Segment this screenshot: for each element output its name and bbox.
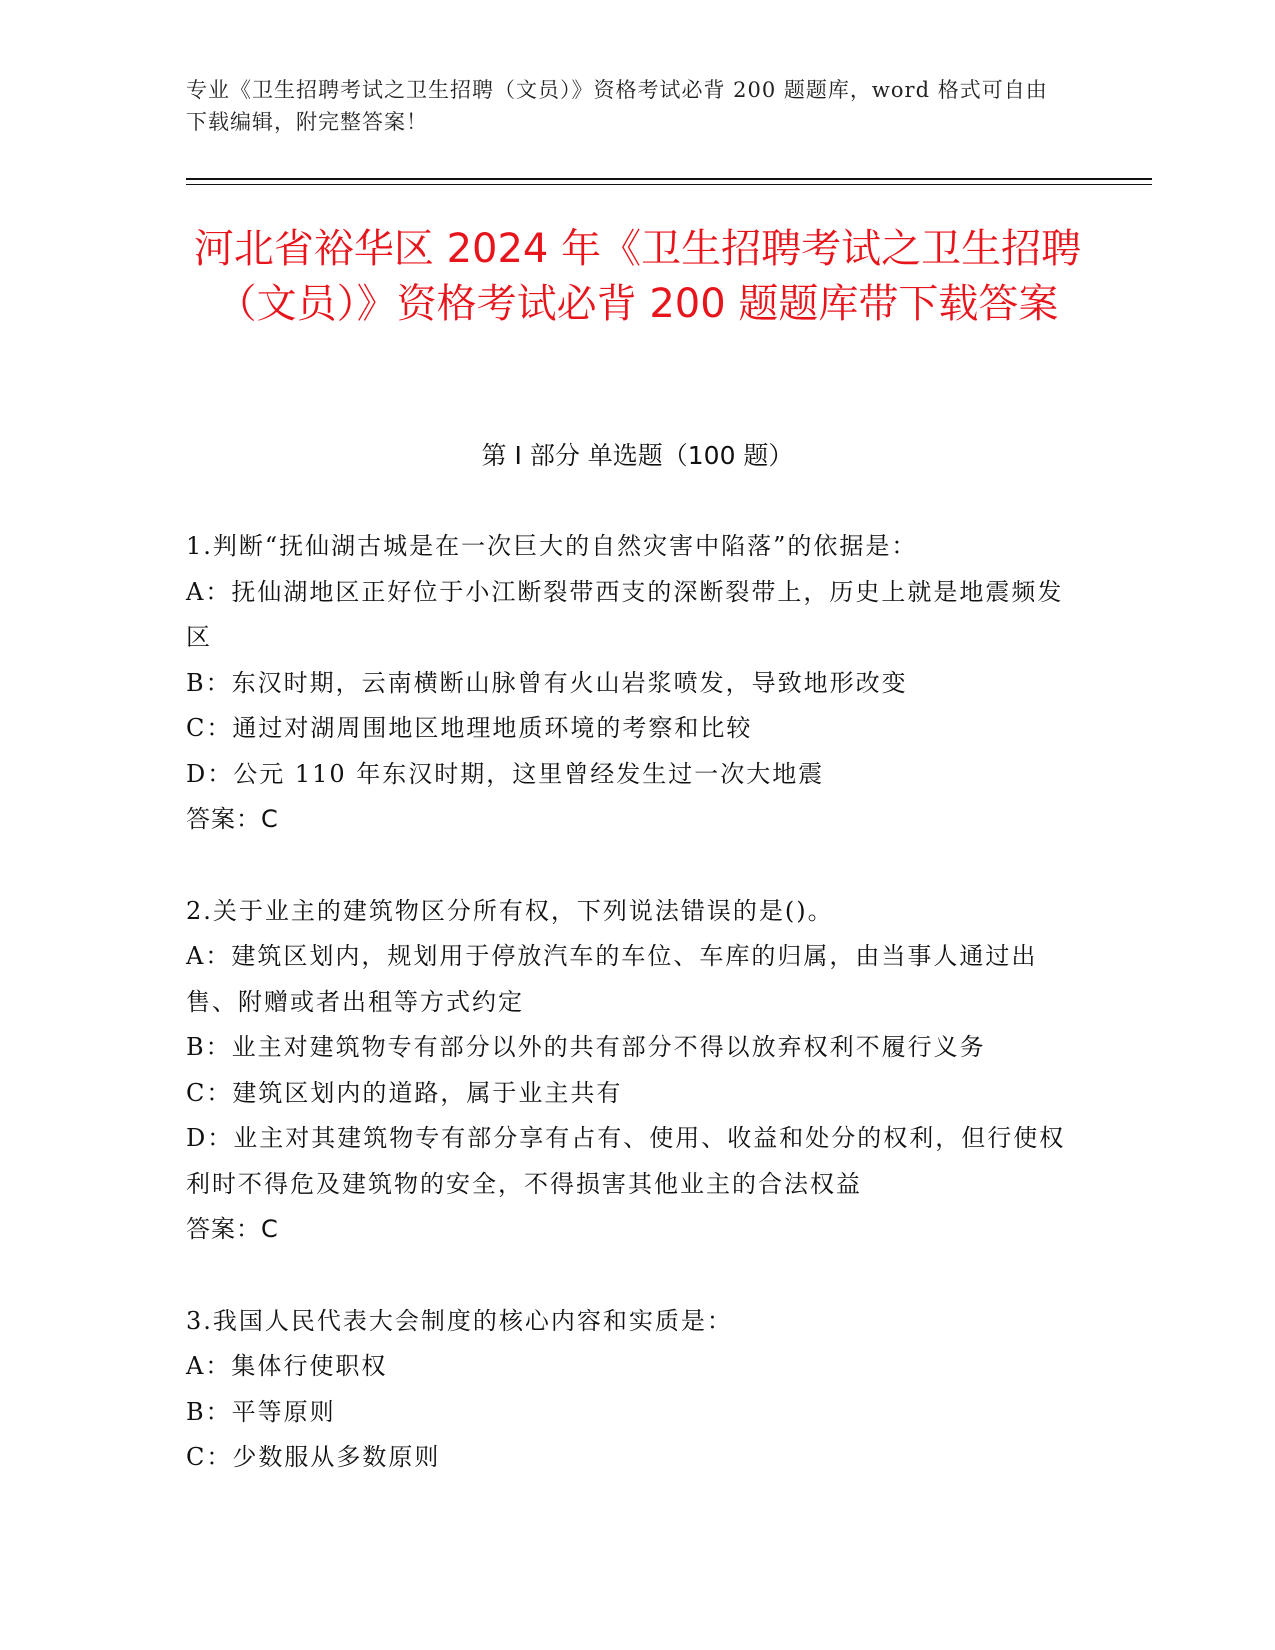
option-c: C：少数服从多数原则	[186, 1443, 441, 1471]
option-b: B：东汉时期，云南横断山脉曾有火山岩浆喷发，导致地形改变	[186, 668, 908, 697]
answer-text: 答案：C	[186, 1215, 279, 1243]
option-b: B：平等原则	[186, 1397, 336, 1426]
question-item	[186, 889, 1071, 1253]
section-heading: 第 I 部分 单选题（100 题）	[481, 441, 794, 470]
option-c: C：建筑区划内的道路，属于业主共有	[186, 1078, 623, 1107]
option-a: A：集体行使职权	[186, 1352, 388, 1380]
document-title: 河北省裕华区 2024 年《卫生招聘考试之卫生招聘（文员）》资格考试必背 200 题题库带下载答案	[193, 226, 1082, 327]
spacer	[186, 1253, 1071, 1299]
question-item	[186, 524, 1071, 843]
spacer	[186, 843, 1071, 889]
option-d: D：公元 110 年东汉时期，这里曾经发生过一次大地震	[186, 759, 825, 788]
option-a: A：建筑区划内，规划用于停放汽车的车位、车库的归属，由当事人通过出售、附赠或者出租等方式约定	[186, 942, 1038, 1016]
option-c: C：通过对湖周围地区地理地质环境的考察和比较	[186, 714, 753, 742]
option-a: A：抚仙湖地区正好位于小江断裂带西支的深断裂带上，历史上就是地震频发区	[186, 577, 1064, 651]
option-b: B：业主对建筑物专有部分以外的共有部分不得以放弃权利不履行义务	[186, 1033, 986, 1061]
question-text: 2.关于业主的建筑物区分所有权，下列说法错误的是()。	[186, 896, 834, 925]
question-text: 3.我国人民代表大会制度的核心内容和实质是：	[186, 1306, 733, 1335]
question-text: 1.判断“抚仙湖古城是在一次巨大的自然灾害中陷落”的依据是：	[186, 532, 918, 560]
answer-text: 答案：C	[186, 805, 279, 833]
question-item	[186, 1299, 1071, 1481]
header-note: 专业《卫生招聘考试之卫生招聘（文员）》资格考试必背 200 题题库，word 格式可自由下载编辑，附完整答案！	[186, 78, 1048, 134]
question-list	[186, 524, 1071, 1481]
header-rule-thin	[186, 184, 1152, 185]
header-rule-thick	[186, 178, 1152, 180]
option-d: D：业主对其建筑物专有部分享有占有、使用、收益和处分的权利，但行使权利时不得危及建筑物的安全，不得损害其他业主的合法权益	[186, 1124, 1066, 1198]
